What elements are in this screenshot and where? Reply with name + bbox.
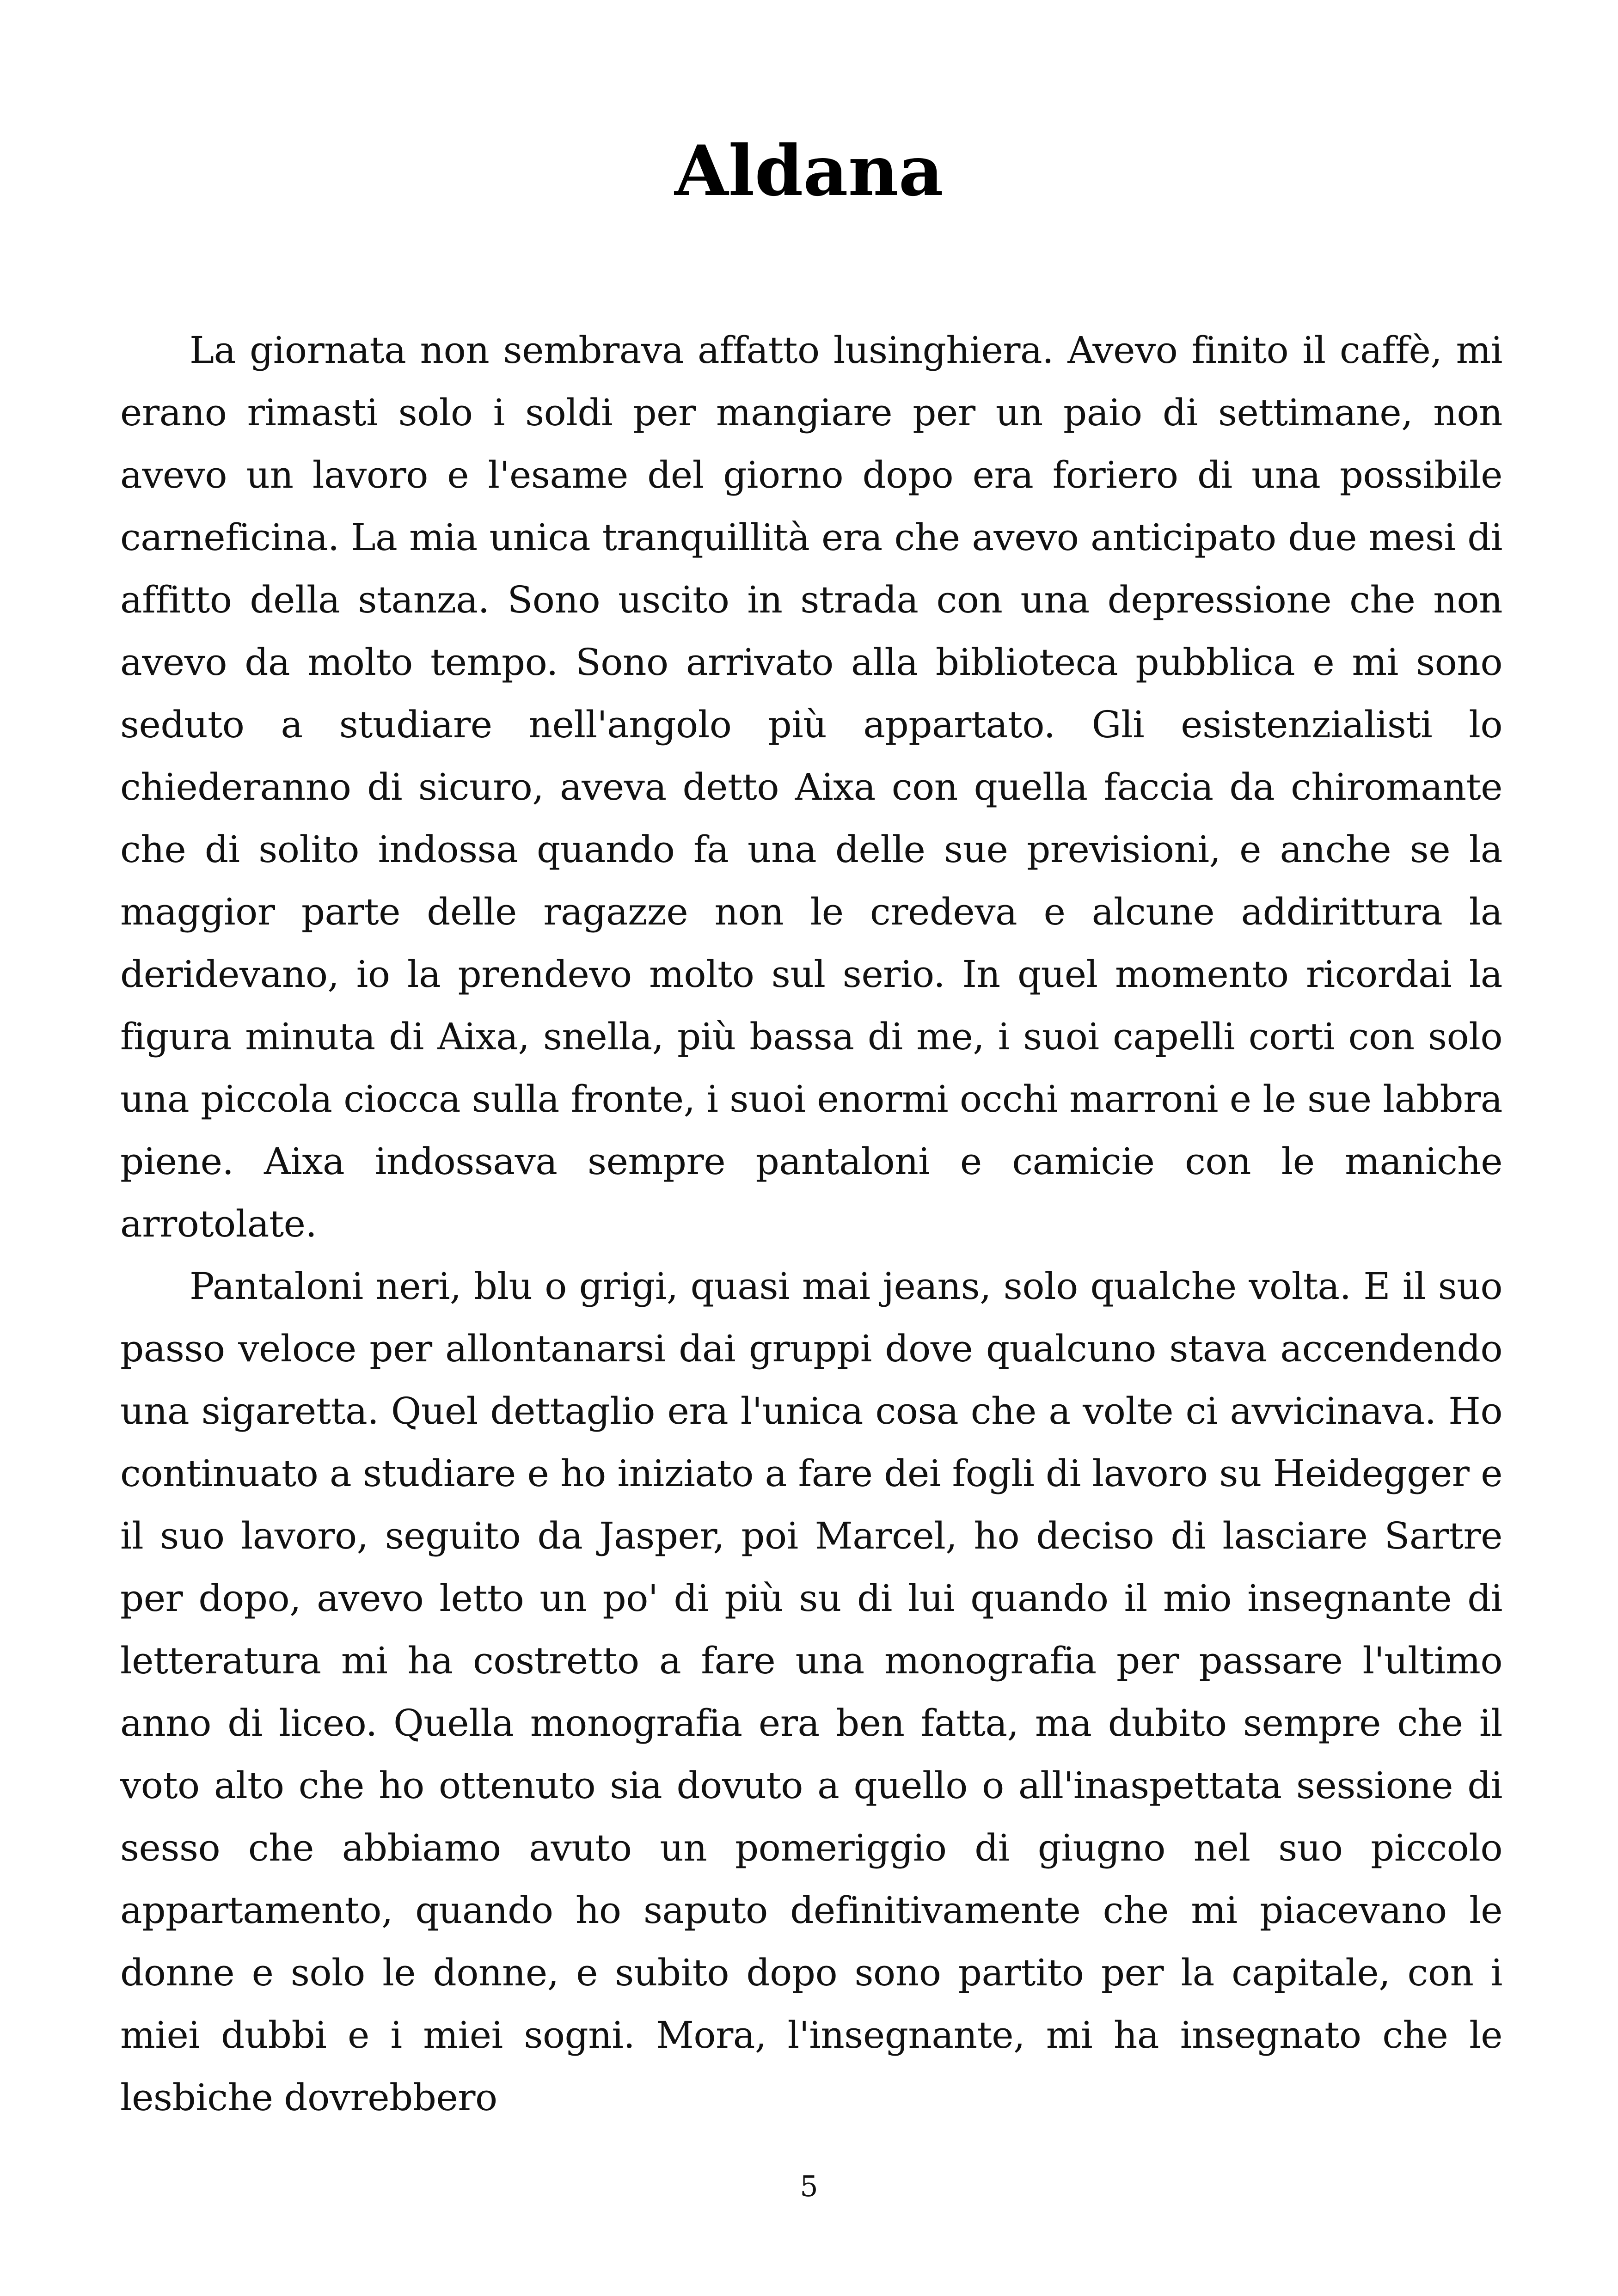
paragraph-2: Pantaloni neri, blu o grigi, quasi mai jeans, solo qualche volta. E il suo passo veloce per allontanarsi dai gruppi dove qualcuno stava accendendo una sigaretta. Quel dettaglio era l'unica cosa che a volte ci avvicinava. Ho continuato a studiare e ho iniziato a fare dei fogli di lavoro su Heidegger e il suo lavoro, seguito da Jasper, poi Marcel, ho deciso di lasciare Sartre per dopo, avevo letto un po' di più su di lui quando il mio insegnante di letteratura mi ha costretto a fare una monografia per passare l'ultimo anno di liceo. Quella monografia era ben fatta, ma dubito sempre che il voto alto che ho ottenuto sia dovuto a quello o all'inaspettata sessione di sesso che abbiamo avuto un pomeriggio di giugno nel suo piccolo appartamento, quando ho saputo definitivamente che mi piacevano le donne e solo le donne, e subito dopo sono partito per la capitale, con i miei dubbi e i miei sogni. Mora, l'insegnante, mi ha insegnato che le lesbiche dovrebbero — [120, 1265, 1502, 2119]
chapter-title: Aldana — [674, 130, 944, 212]
page-number: 5 — [800, 2169, 818, 2203]
body-text — [120, 319, 1502, 2129]
paragraph-1: La giornata non sembrava affatto lusinghiera. Avevo finito il caffè, mi erano rimasti solo i soldi per mangiare per un paio di settimane, non avevo un lavoro e l'esame del giorno dopo era foriero di una possibile carneficina. La mia unica tranquillità era che avevo anticipato due mesi di affitto della stanza. Sono uscito in strada con una depressione che non avevo da molto tempo. Sono arrivato alla biblioteca pubblica e mi sono seduto a studiare nell'angolo più appartato. Gli esistenzialisti lo chiederanno di sicuro, aveva detto Aixa con quella faccia da chiromante che di solito indossa quando fa una delle sue previsioni, e anche se la maggior parte delle ragazze non le credeva e alcune addirittura la deridevano, io la prendevo molto sul serio. In quel momento ricordai la figura minuta di Aixa, snella, più bassa di me, i suoi capelli corti con solo una piccola ciocca sulla fronte, i suoi enormi occhi marroni e le sue labbra piene. Aixa indossava sempre pantaloni e camicie con le maniche arrotolate. — [120, 329, 1502, 1245]
